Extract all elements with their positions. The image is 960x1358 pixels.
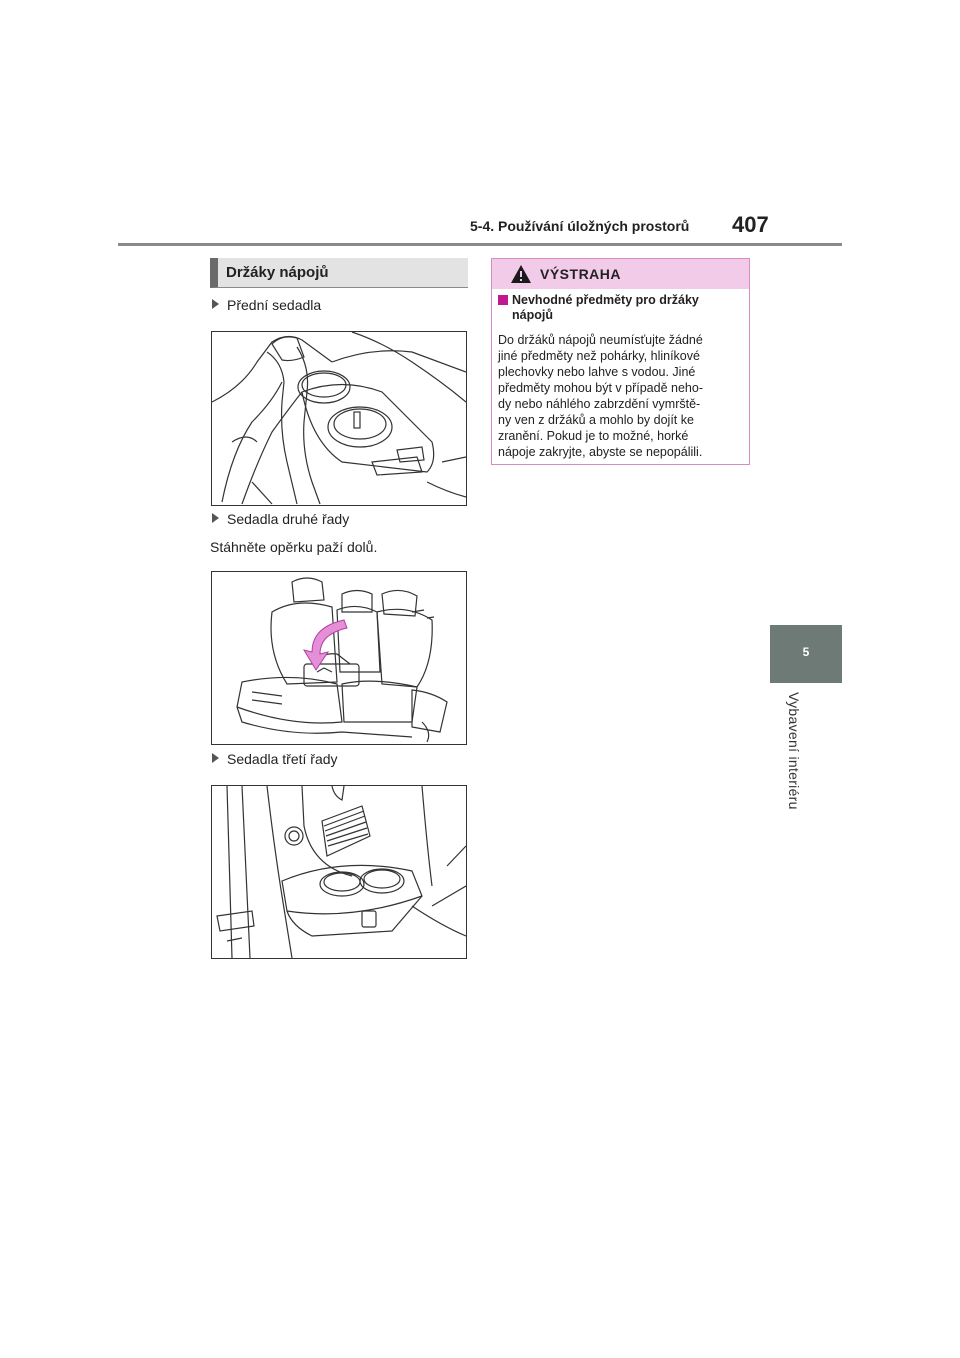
bullet-triangle-icon: [212, 753, 219, 763]
warning-triangle-icon: [510, 264, 532, 284]
warning-body-line: Do držáků nápojů neumísťujte žádné: [498, 333, 703, 347]
figure-second-row-seats: [211, 571, 467, 745]
chapter-number: 5: [802, 645, 810, 659]
warning-subtitle-text: Nevhodné předměty pro držáky nápojů: [512, 293, 699, 322]
section-heading: [210, 258, 468, 288]
warning-body-line: ny ven z držáků a mohlo by dojít ke: [498, 413, 694, 427]
header-rule: [118, 243, 842, 246]
chapter-tab: [770, 625, 842, 683]
bullet-third-row-text: Sedadla třetí řady: [227, 751, 338, 767]
warning-body-line: plechovky nebo lahve s vodou. Jiné: [498, 365, 696, 379]
bullet-second-row: [212, 511, 349, 527]
bullet-front-seats-text: Přední sedadla: [227, 297, 322, 313]
instruction-armrest: Stáhněte opěrku paží dolů.: [210, 539, 378, 555]
figure-front-cup-holders: [211, 331, 467, 506]
bullet-second-row-text: Sedadla druhé řady: [227, 511, 350, 527]
chapter-label: Vybavení interiéru: [786, 692, 802, 810]
warning-header: [492, 259, 749, 289]
warning-box: [491, 258, 750, 465]
page-number: 407: [732, 212, 769, 237]
header-section-title: 5-4. Používání úložných prostorů: [470, 218, 690, 234]
warning-title: VÝSTRAHA: [540, 266, 622, 282]
section-heading-text: Držáky nápojů: [226, 264, 329, 281]
warning-subtitle: [498, 293, 738, 323]
figure-third-row-cup-holders: [211, 785, 467, 959]
warning-body-line: jiné předměty než pohárky, hliníkové: [498, 349, 700, 363]
bullet-triangle-icon: [212, 299, 219, 309]
bullet-front-seats: [212, 297, 321, 313]
warning-square-icon: [498, 295, 508, 305]
warning-body-line: předměty mohou být v případě neho-: [498, 381, 703, 395]
bullet-triangle-icon: [212, 513, 219, 523]
bullet-third-row: [212, 751, 338, 767]
warning-body: [498, 332, 746, 460]
warning-body-line: zranění. Pokud je to možné, horké: [498, 429, 689, 443]
warning-body-line: dy nebo náhlého zabrzdění vymrště-: [498, 397, 701, 411]
warning-body-line: nápoje zakryjte, abyste se nepopálili.: [498, 445, 703, 459]
